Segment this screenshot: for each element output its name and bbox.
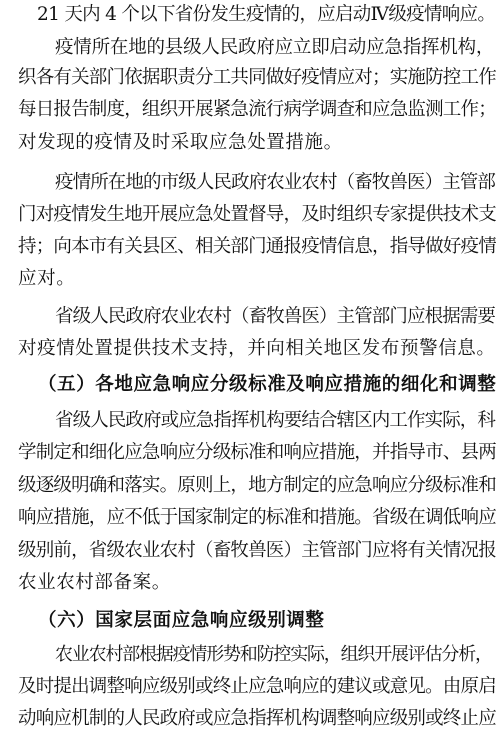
- text-line: 响应措施，应不低于国家制定的标准和措施。省级在调低响应: [18, 507, 496, 528]
- text-line: 农业农村部根据疫情形势和防控实际，组织开展评估分析，: [55, 644, 492, 665]
- text-line: 对疫情处置提供技术支持，并向相关地区发布预警信息。: [18, 338, 496, 359]
- section-title: （六）国家层面应急响应级别调整: [38, 610, 325, 631]
- text-line: 应对。: [18, 268, 76, 289]
- text-line: 动响应机制的人民政府或应急指挥机构调整响应级别或终止应: [18, 708, 496, 729]
- text-line: 省级人民政府或应急指挥机构要结合辖区内工作实际，科: [55, 410, 496, 431]
- text-line: 疫情所在地的市级人民政府农业农村（畜牧兽医）主管部: [55, 172, 496, 193]
- text-line: 21 天内 4 个以下省份发生疫情的，应启动Ⅳ级疫情响应。: [37, 4, 496, 25]
- text-line: 级逐级明确和落实。原则上，地方制定的应急响应分级标准和: [18, 475, 496, 496]
- text-line: 疫情所在地的县级人民政府应立即启动应急指挥机构，: [55, 37, 495, 58]
- text-line: 及时提出调整响应级别或终止应急响应的建议或意见。由原启: [18, 676, 496, 697]
- text-line: 织各有关部门依据职责分工共同做好疫情应对；实施防控工作: [18, 67, 496, 88]
- text-line: 学制定和细化应急响应分级标准和响应措施，并指导市、县两: [18, 442, 496, 463]
- text-line: 持；向本市有关县区、相关部门通报疫情信息，指导做好疫情: [18, 236, 496, 257]
- text-line: 门对疫情发生地开展应急处置督导，及时组织专家提供技术支: [18, 204, 496, 225]
- text-line: 每日报告制度，组织开展紧急流行病学调查和应急监测工作；: [18, 99, 496, 120]
- text-line: 省级人民政府农业农村（畜牧兽医）主管部门应根据需要: [55, 306, 496, 327]
- text-line: 级别前，省级农业农村（畜牧兽医）主管部门应将有关情况报: [18, 540, 496, 561]
- text-line: 农业农村部备案。: [18, 572, 171, 593]
- text-line: 对发现的疫情及时采取应急处置措施。: [18, 132, 343, 153]
- section-title: （五）各地应急响应分级标准及响应措施的细化和调整: [38, 374, 496, 395]
